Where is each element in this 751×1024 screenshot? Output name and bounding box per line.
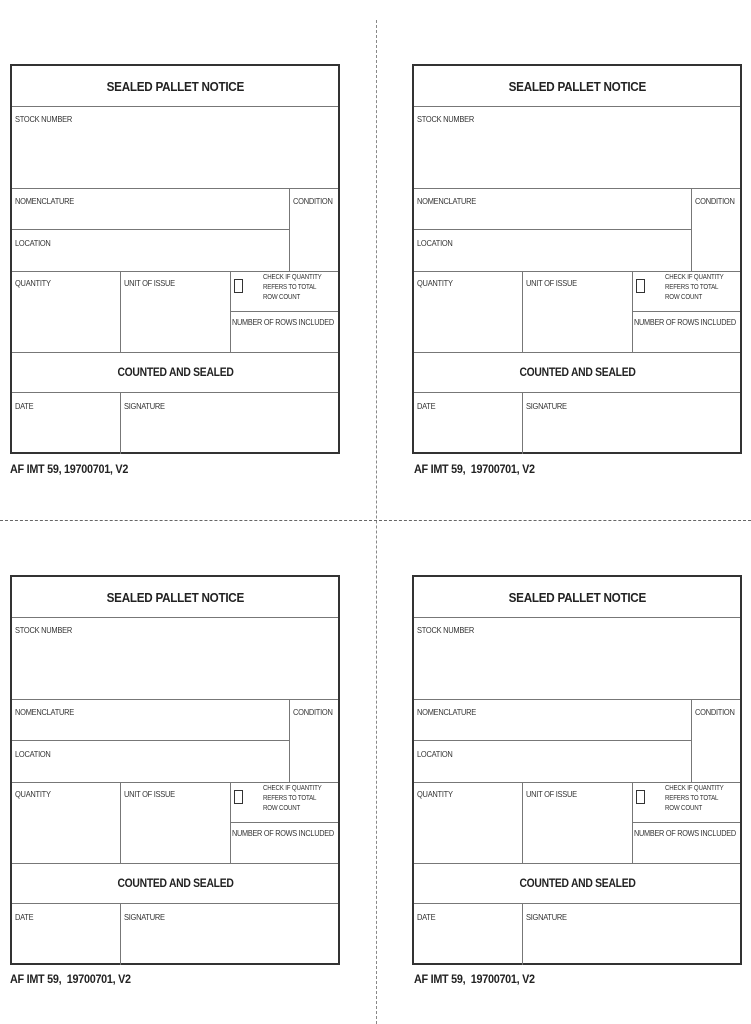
quantity-field[interactable] — [12, 783, 119, 863]
location-field[interactable] — [12, 741, 288, 782]
nomenclature-field[interactable] — [414, 700, 690, 740]
date-field[interactable] — [414, 393, 521, 453]
counted-sealed-heading: COUNTED AND SEALED — [518, 366, 636, 379]
unit-of-issue-field[interactable] — [121, 272, 229, 352]
nomenclature-field[interactable] — [12, 700, 288, 740]
unit-of-issue-label: UNIT OF ISSUE — [526, 789, 577, 799]
rows-included-label: NUMBER OF ROWS INCLUDED — [634, 828, 736, 838]
signature-label: SIGNATURE — [526, 912, 567, 922]
rows-included-field[interactable] — [231, 328, 338, 352]
divider — [632, 311, 740, 312]
divider — [632, 822, 740, 823]
rows-included-field[interactable] — [633, 839, 740, 863]
cut-line-vertical — [376, 20, 377, 1024]
condition-field[interactable] — [290, 700, 338, 782]
signature-field[interactable] — [121, 904, 338, 964]
stock-number-field[interactable] — [12, 107, 338, 188]
condition-field[interactable] — [290, 189, 338, 271]
stock-number-label: STOCK NUMBER — [417, 625, 474, 635]
nomenclature-label: NOMENCLATURE — [417, 707, 477, 717]
quantity-label: QUANTITY — [15, 789, 51, 799]
form-title-cell — [12, 66, 338, 106]
unit-of-issue-field[interactable] — [523, 783, 631, 863]
counted-sealed-cell — [414, 353, 740, 392]
sealed-pallet-notice-form-bottom-left — [10, 575, 340, 965]
nomenclature-label: NOMENCLATURE — [15, 196, 75, 206]
location-label: LOCATION — [417, 749, 453, 759]
sealed-pallet-notice-form-top-right — [412, 64, 742, 454]
counted-sealed-heading: COUNTED AND SEALED — [116, 366, 234, 379]
sealed-pallet-notice-form-bottom-right — [412, 575, 742, 965]
nomenclature-label: NOMENCLATURE — [417, 196, 477, 206]
form-title: SEALED PALLET NOTICE — [508, 589, 646, 605]
quantity-field[interactable] — [414, 783, 521, 863]
unit-of-issue-field[interactable] — [121, 783, 229, 863]
location-label: LOCATION — [15, 749, 51, 759]
check-label-line-1: CHECK IF QUANTITY — [665, 274, 724, 281]
date-field[interactable] — [414, 904, 521, 964]
total-row-count-checkbox[interactable] — [234, 279, 243, 293]
check-label-line-1: CHECK IF QUANTITY — [263, 274, 322, 281]
check-quantity-label — [263, 784, 322, 814]
location-label: LOCATION — [15, 238, 51, 248]
quantity-label: QUANTITY — [15, 278, 51, 288]
counted-sealed-cell — [12, 353, 338, 392]
form-title: SEALED PALLET NOTICE — [106, 78, 244, 94]
form-title-cell — [414, 577, 740, 617]
quantity-label: QUANTITY — [417, 789, 453, 799]
unit-of-issue-label: UNIT OF ISSUE — [124, 789, 175, 799]
total-row-count-checkbox[interactable] — [636, 279, 645, 293]
counted-sealed-heading: COUNTED AND SEALED — [518, 877, 636, 890]
rows-included-label: NUMBER OF ROWS INCLUDED — [634, 317, 736, 327]
check-label-line-3: ROW COUNT — [665, 294, 703, 301]
check-quantity-label — [665, 784, 724, 814]
signature-label: SIGNATURE — [124, 912, 165, 922]
counted-sealed-cell — [414, 864, 740, 903]
quantity-field[interactable] — [414, 272, 521, 352]
check-label-line-3: ROW COUNT — [665, 805, 703, 812]
counted-sealed-cell — [12, 864, 338, 903]
rows-included-label: NUMBER OF ROWS INCLUDED — [232, 317, 334, 327]
nomenclature-field[interactable] — [414, 189, 690, 229]
cut-line-horizontal — [0, 520, 751, 521]
condition-field[interactable] — [692, 700, 740, 782]
location-field[interactable] — [414, 741, 690, 782]
date-label: DATE — [417, 912, 436, 922]
check-label-line-2: REFERS TO TOTAL — [263, 795, 317, 802]
total-row-count-checkbox[interactable] — [234, 790, 243, 804]
counted-sealed-heading: COUNTED AND SEALED — [116, 877, 234, 890]
condition-label: CONDITION — [695, 707, 735, 717]
location-field[interactable] — [414, 230, 690, 271]
form-title-cell — [12, 577, 338, 617]
rows-included-label: NUMBER OF ROWS INCLUDED — [232, 828, 334, 838]
stock-number-field[interactable] — [12, 618, 338, 699]
stock-number-label: STOCK NUMBER — [15, 625, 72, 635]
total-row-count-checkbox[interactable] — [636, 790, 645, 804]
check-label-line-3: ROW COUNT — [263, 294, 301, 301]
stock-number-label: STOCK NUMBER — [417, 114, 474, 124]
date-field[interactable] — [12, 393, 119, 453]
quantity-label: QUANTITY — [417, 278, 453, 288]
condition-label: CONDITION — [293, 707, 333, 717]
form-title: SEALED PALLET NOTICE — [106, 589, 244, 605]
location-field[interactable] — [12, 230, 288, 271]
nomenclature-label: NOMENCLATURE — [15, 707, 75, 717]
date-label: DATE — [417, 401, 436, 411]
form-number-footer: AF IMT 59, 19700701, V2 — [10, 972, 131, 986]
form-number-footer: AF IMT 59, 19700701, V2 — [414, 462, 535, 476]
check-label-line-2: REFERS TO TOTAL — [665, 795, 719, 802]
check-label-line-1: CHECK IF QUANTITY — [263, 785, 322, 792]
form-title: SEALED PALLET NOTICE — [508, 78, 646, 94]
signature-label: SIGNATURE — [124, 401, 165, 411]
check-quantity-label — [263, 273, 322, 303]
stock-number-field[interactable] — [414, 107, 740, 188]
stock-number-label: STOCK NUMBER — [15, 114, 72, 124]
divider — [230, 311, 338, 312]
quantity-field[interactable] — [12, 272, 119, 352]
check-label-line-1: CHECK IF QUANTITY — [665, 785, 724, 792]
signature-field[interactable] — [121, 393, 338, 453]
date-label: DATE — [15, 401, 34, 411]
check-label-line-2: REFERS TO TOTAL — [263, 284, 317, 291]
rows-included-field[interactable] — [633, 328, 740, 352]
sealed-pallet-notice-form-top-left — [10, 64, 340, 454]
stock-number-field[interactable] — [414, 618, 740, 699]
check-label-line-2: REFERS TO TOTAL — [665, 284, 719, 291]
check-quantity-label — [665, 273, 724, 303]
signature-field[interactable] — [523, 393, 740, 453]
location-label: LOCATION — [417, 238, 453, 248]
form-title-cell — [414, 66, 740, 106]
date-field[interactable] — [12, 904, 119, 964]
unit-of-issue-label: UNIT OF ISSUE — [526, 278, 577, 288]
unit-of-issue-field[interactable] — [523, 272, 631, 352]
divider — [230, 822, 338, 823]
condition-field[interactable] — [692, 189, 740, 271]
signature-label: SIGNATURE — [526, 401, 567, 411]
condition-label: CONDITION — [695, 196, 735, 206]
form-number-footer: AF IMT 59, 19700701, V2 — [414, 972, 535, 986]
signature-field[interactable] — [523, 904, 740, 964]
rows-included-field[interactable] — [231, 839, 338, 863]
form-number-footer: AF IMT 59, 19700701, V2 — [10, 462, 129, 476]
unit-of-issue-label: UNIT OF ISSUE — [124, 278, 175, 288]
check-label-line-3: ROW COUNT — [263, 805, 301, 812]
condition-label: CONDITION — [293, 196, 333, 206]
nomenclature-field[interactable] — [12, 189, 288, 229]
date-label: DATE — [15, 912, 34, 922]
